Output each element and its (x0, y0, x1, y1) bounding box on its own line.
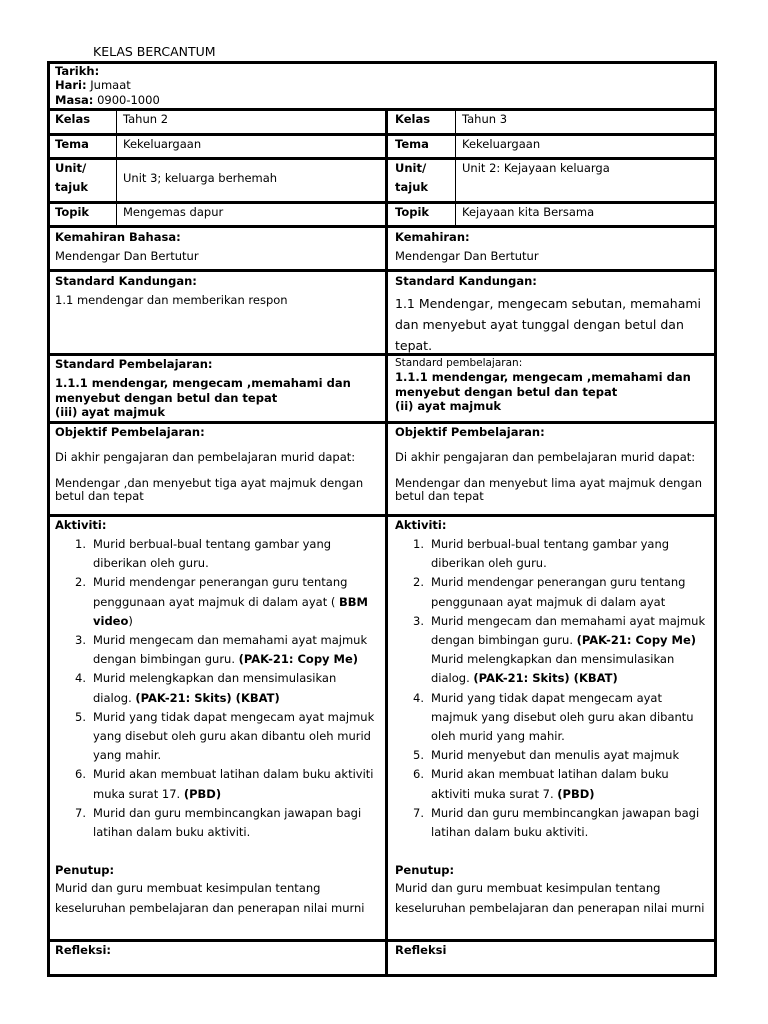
aktiviti-number: 1. (75, 537, 86, 551)
aktiviti-item (55, 535, 374, 554)
left-unit-label: Unit/ (55, 161, 87, 175)
aktiviti-text: penggunaan ayat majmuk di dalam ayat (431, 594, 666, 609)
aktiviti-number: 2. (75, 575, 86, 590)
aktiviti-text: Murid akan membuat latihan dalam buku (431, 767, 669, 782)
left-sp-line1: 1.1.1 mendengar, mengecam ,memahami dan (55, 376, 351, 390)
left-kemahiran-label: Kemahiran Bahasa: (55, 230, 181, 244)
masa-value: 0900-1000 (97, 93, 160, 107)
tarikh-label: Tarikh: (55, 64, 100, 78)
rule (47, 514, 717, 517)
right-obj-line2: betul dan tepat (395, 489, 484, 503)
left-penutup-line2: keseluruhan pembelajaran dan penerapan nilai murni (55, 901, 365, 915)
aktiviti-text: penggunaan ayat majmuk di dalam ayat ( (93, 594, 339, 609)
right-unit-value: Unit 2: Kejayaan keluarga (462, 161, 610, 175)
aktiviti-bold: (PBD) (557, 786, 595, 801)
right-tema-value: Kekeluargaan (462, 137, 541, 151)
aktiviti-text: Murid melengkapkan dan mensimulasikan (93, 671, 337, 686)
left-sk-label: Standard Kandungan: (55, 274, 197, 288)
aktiviti-bold: video (93, 613, 129, 628)
aktiviti-item (55, 727, 374, 746)
left-refleksi-label: Refleksi: (55, 943, 112, 957)
aktiviti-item (393, 785, 705, 804)
left-sp-line2: menyebut dengan betul dan tepat (55, 391, 278, 405)
aktiviti-item (55, 746, 374, 765)
left-aktiviti-label: Aktiviti: (55, 518, 107, 532)
right-sp-line2: menyebut dengan betul dan tepat (395, 385, 618, 399)
aktiviti-item (393, 573, 705, 592)
rule (47, 157, 717, 160)
aktiviti-item (55, 669, 374, 688)
hari-value: Jumaat (90, 78, 131, 92)
aktiviti-text: dialog. (93, 690, 136, 705)
hari-line (55, 78, 131, 93)
aktiviti-text: Murid dan guru membincangkan jawapan bagi (93, 805, 362, 820)
aktiviti-number: 2. (413, 575, 424, 590)
left-penutup-label: Penutup: (55, 863, 115, 877)
aktiviti-text: yang mahir. (93, 748, 162, 763)
aktiviti-text: muka surat 17. (93, 786, 184, 801)
aktiviti-item (55, 689, 374, 708)
aktiviti-item (55, 823, 374, 842)
aktiviti-text: oleh murid yang mahir. (431, 729, 565, 744)
masa-label: Masa: (55, 93, 94, 107)
aktiviti-number: 7. (413, 805, 424, 820)
aktiviti-text: Murid yang tidak dapat mengecam ayat (431, 690, 662, 705)
left-obj-line1: Mendengar ,dan menyebut tiga ayat majmuk dengan (55, 476, 364, 490)
aktiviti-item (55, 631, 374, 650)
aktiviti-bold: (PAK-21: Copy Me) (238, 652, 359, 667)
rule (47, 201, 717, 204)
document-heading: KELAS BERCANTUM (93, 44, 216, 59)
aktiviti-bold: (PAK-21: Copy Me) (576, 633, 697, 648)
rule (47, 939, 717, 942)
aktiviti-text: latihan dalam buku aktiviti. (93, 825, 251, 840)
aktiviti-number: 3. (75, 633, 86, 648)
aktiviti-item (393, 650, 705, 669)
aktiviti-item (55, 612, 374, 631)
aktiviti-text: dengan bimbingan guru. (93, 652, 239, 667)
left-obj-line2: betul dan tepat (55, 489, 144, 503)
aktiviti-text: diberikan oleh guru. (431, 556, 547, 571)
aktiviti-item (393, 804, 705, 823)
aktiviti-text: Murid menyebut dan menulis ayat majmuk (431, 748, 680, 763)
aktiviti-item (393, 727, 705, 746)
right-topik-value: Kejayaan kita Bersama (462, 205, 595, 219)
left-kemahiran-value: Mendengar Dan Bertutur (55, 249, 199, 263)
right-topik-label: Topik (395, 205, 430, 219)
left-tajuk-label: tajuk (55, 180, 89, 194)
label-divider (116, 108, 117, 228)
aktiviti-item (55, 593, 374, 612)
aktiviti-text: Murid mendengar penerangan guru tentang (93, 575, 348, 590)
right-obj-intro: Di akhir pengajaran dan pembelajaran murid dapat: (395, 450, 696, 464)
left-obj-label: Objektif Pembelajaran: (55, 425, 205, 439)
aktiviti-text: aktiviti muka surat 7. (431, 786, 558, 801)
aktiviti-text: Murid yang tidak dapat mengecam ayat majmuk (93, 709, 375, 724)
aktiviti-text: diberikan oleh guru. (93, 556, 209, 571)
right-penutup-line2: keseluruhan pembelajaran dan penerapan nilai murni (395, 901, 705, 915)
right-kemahiran-value: Mendengar Dan Bertutur (395, 249, 539, 263)
right-aktiviti-label: Aktiviti: (395, 518, 447, 532)
hari-label: Hari: (55, 78, 87, 92)
masa-line (55, 93, 160, 108)
aktiviti-text: Murid mendengar penerangan guru tentang (431, 575, 686, 590)
aktiviti-number: 5. (75, 709, 86, 724)
aktiviti-number: 4. (75, 671, 86, 686)
aktiviti-item (393, 669, 705, 688)
aktiviti-text: yang disebut oleh guru akan dibantu oleh murid (93, 729, 371, 744)
aktiviti-item (55, 765, 374, 784)
left-topik-label: Topik (55, 205, 90, 219)
aktiviti-item (393, 593, 705, 612)
aktiviti-number: 6. (413, 767, 424, 782)
aktiviti-item (55, 708, 374, 727)
left-sp-line3: (iii) ayat majmuk (55, 405, 166, 419)
left-kelas-label: Kelas (55, 112, 91, 126)
aktiviti-number: 6. (75, 767, 86, 782)
column-divider (385, 108, 388, 977)
left-tema-value: Kekeluargaan (123, 137, 202, 151)
rule (47, 269, 717, 272)
aktiviti-number: 1. (413, 537, 424, 551)
aktiviti-number: 3. (413, 613, 424, 628)
aktiviti-item (393, 535, 705, 554)
right-tajuk-label: tajuk (395, 180, 429, 194)
right-obj-line1: Mendengar dan menyebut lima ayat majmuk dengan (395, 476, 703, 490)
aktiviti-item (55, 785, 374, 804)
aktiviti-number: 4. (413, 690, 424, 705)
aktiviti-bold: BBM (339, 594, 368, 609)
aktiviti-item (393, 708, 705, 727)
aktiviti-text: Murid mengecam dan memahami ayat majmuk (431, 613, 706, 628)
aktiviti-item (393, 631, 705, 650)
left-obj-intro: Di akhir pengajaran dan pembelajaran murid dapat: (55, 450, 356, 464)
label-divider (455, 108, 456, 228)
aktiviti-text: Murid berbual-bual tentang gambar yang (431, 537, 670, 551)
right-unit-label: Unit/ (395, 161, 427, 175)
aktiviti-text: dialog. (431, 671, 474, 686)
aktiviti-item (393, 612, 705, 631)
right-kelas-value: Tahun 3 (462, 112, 508, 126)
right-sp-line3: (ii) ayat majmuk (395, 399, 502, 413)
right-sp-label: Standard pembelajaran: (395, 357, 523, 369)
aktiviti-item (55, 650, 374, 669)
left-sp-label: Standard Pembelajaran: (55, 357, 213, 371)
aktiviti-item (393, 746, 705, 765)
aktiviti-item (393, 823, 705, 842)
right-penutup-line1: Murid dan guru membuat kesimpulan tentang (395, 881, 661, 895)
aktiviti-item (55, 573, 374, 592)
rule (47, 225, 717, 228)
aktiviti-item (393, 765, 705, 784)
aktiviti-item (393, 689, 705, 708)
rule (47, 133, 717, 136)
aktiviti-text: majmuk yang disebut oleh guru akan dibantu (431, 709, 694, 724)
left-sk-value: 1.1 mendengar dan memberikan respon (55, 293, 288, 307)
right-aktiviti-list (393, 535, 705, 842)
aktiviti-bold: (PAK-21: Skits) (KBAT) (473, 671, 618, 686)
rule (47, 421, 717, 424)
right-sk-line2: dan menyebut ayat tunggal dengan betul dan (395, 317, 684, 332)
aktiviti-text: Murid akan membuat latihan dalam buku aktiviti (93, 767, 374, 782)
rule (47, 353, 717, 356)
left-kelas-value: Tahun 2 (123, 112, 169, 126)
right-tema-label: Tema (395, 137, 429, 151)
right-obj-label: Objektif Pembelajaran: (395, 425, 545, 439)
aktiviti-text: Murid dan guru membincangkan jawapan bagi (431, 805, 700, 820)
aktiviti-text: dengan bimbingan guru. (431, 633, 577, 648)
aktiviti-number: 7. (75, 805, 86, 820)
aktiviti-text: Murid berbual-bual tentang gambar yang (93, 537, 332, 551)
left-unit-value: Unit 3; keluarga berhemah (123, 171, 278, 185)
right-kelas-label: Kelas (395, 112, 431, 126)
aktiviti-text: latihan dalam buku aktiviti. (431, 825, 589, 840)
rule (47, 108, 717, 111)
aktiviti-item (55, 554, 374, 573)
aktiviti-item (55, 804, 374, 823)
right-sp-line1: 1.1.1 mendengar, mengecam ,memahami dan (395, 370, 691, 384)
aktiviti-item (393, 554, 705, 573)
aktiviti-number: 5. (413, 748, 424, 763)
left-aktiviti-list (55, 535, 374, 842)
right-kemahiran-label: Kemahiran: (395, 230, 470, 244)
right-penutup-label: Penutup: (395, 863, 455, 877)
right-sk-label: Standard Kandungan: (395, 274, 537, 288)
aktiviti-bold: (PBD) (183, 786, 222, 801)
right-sk-line1: 1.1 Mendengar, mengecam sebutan, memahami (395, 296, 701, 311)
aktiviti-bold: (PAK-21: Skits) (KBAT) (135, 690, 280, 705)
left-topik-value: Mengemas dapur (123, 205, 224, 219)
aktiviti-text: Murid melengkapkan dan mensimulasikan (431, 652, 675, 667)
aktiviti-text-after: ) (128, 613, 133, 628)
right-sk-line3: tepat. (395, 338, 433, 353)
left-tema-label: Tema (55, 137, 89, 151)
left-penutup-line1: Murid dan guru membuat kesimpulan tentang (55, 881, 321, 895)
right-refleksi-label: Refleksi (395, 943, 447, 957)
aktiviti-text: Murid mengecam dan memahami ayat majmuk (93, 633, 368, 648)
